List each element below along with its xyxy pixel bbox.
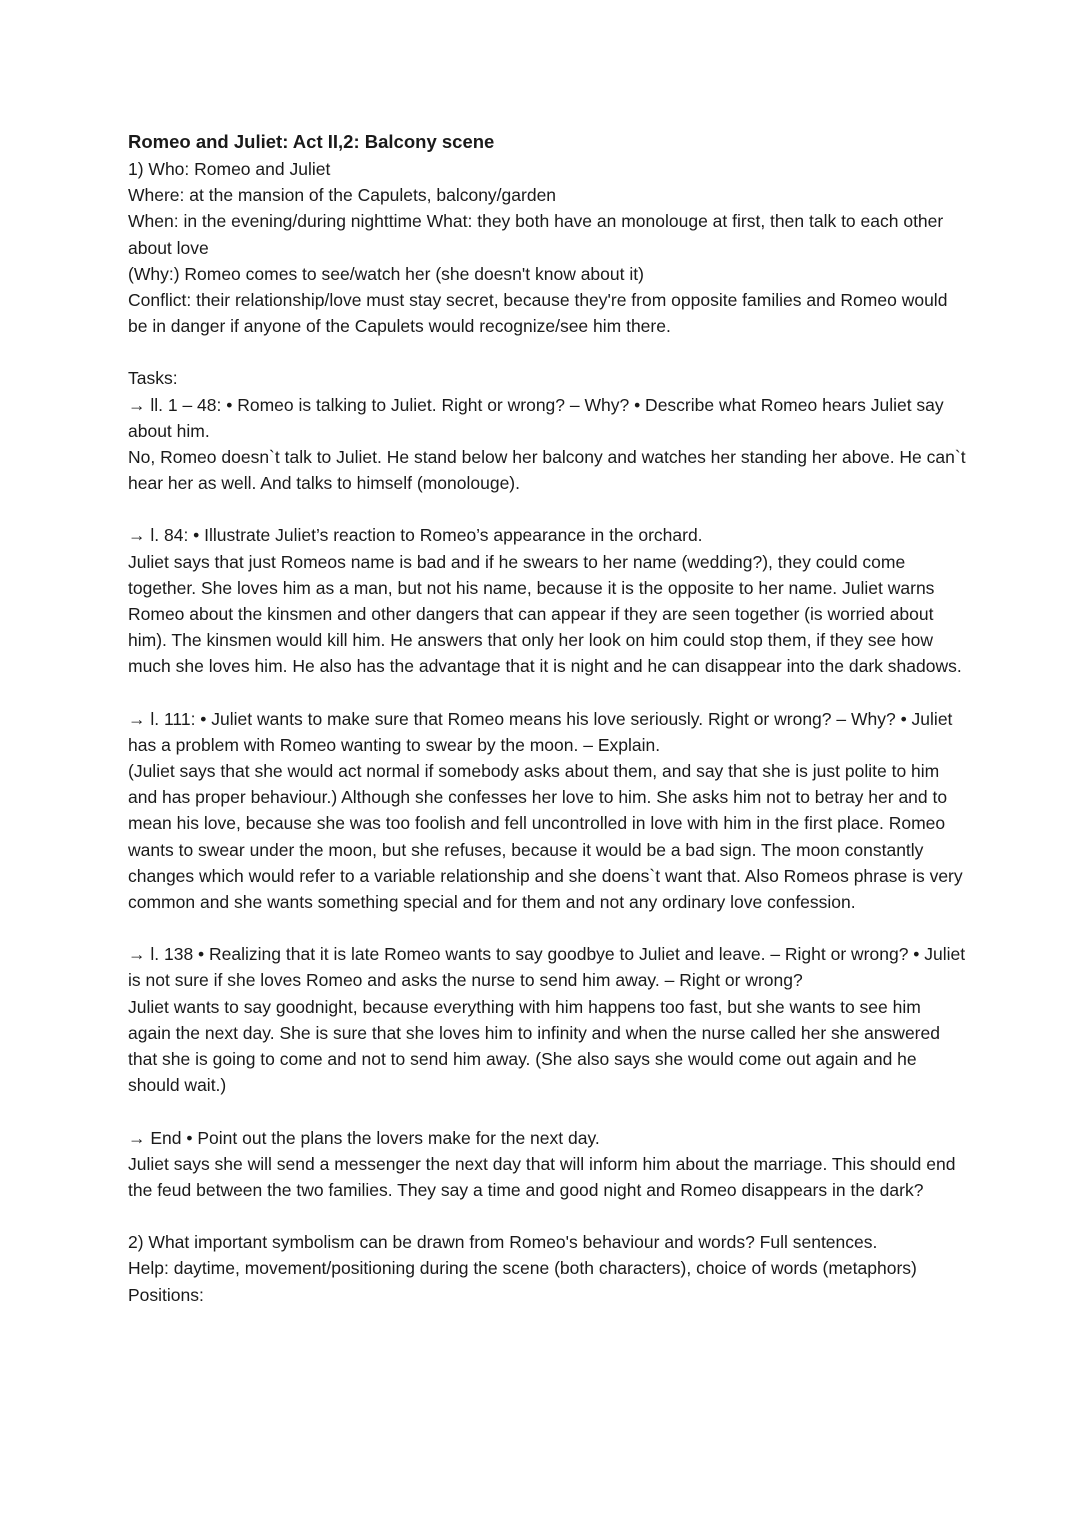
intro-who: 1) Who: Romeo and Juliet <box>128 159 331 179</box>
spacer <box>128 496 968 522</box>
task-answer: No, Romeo doesn`t talk to Juliet. He stand below her balcony and watches her standing her above. He can`t hear her as well. And talks to himself (monolouge). <box>128 447 966 494</box>
task-answer: Juliet says she will send a messenger the next day that will inform him about the marriage. This should end the feud between the two families. They say a time and good night and Romeo disappears in the dark? <box>128 1153 956 1200</box>
intro-where: Where: at the mansion of the Capulets, balcony/garden <box>128 185 557 206</box>
spacer <box>128 1203 968 1229</box>
intro-why: (Why:) Romeo comes to see/watch her (she doesn't know about it) <box>128 263 644 284</box>
intro-conflict: Conflict: their relationship/love must stay secret, because they're from opposite families and Romeo would be in danger if anyone of the Capulets would recognize/see him there. <box>128 290 948 337</box>
task-question: → l. 111: • Juliet wants to make sure that Romeo means his love seriously. Right or wrong? – Why? • Juliet has a problem with Romeo wanting to swear by the moon. – Explain. <box>128 708 953 755</box>
task-block <box>128 392 968 497</box>
task-question: → End • Point out the plans the lovers make for the next day. <box>128 1127 600 1148</box>
document-title: Romeo and Juliet: Act II,2: Balcony scene <box>128 131 495 152</box>
spacer <box>128 339 968 365</box>
final-help: Help: daytime, movement/positioning during the scene (both characters), choice of words (metaphors) Positions: <box>128 1258 917 1305</box>
intro-section <box>128 156 968 339</box>
tasks-heading: Tasks: <box>128 368 178 389</box>
task-question: → ll. 1 – 48: • Romeo is talking to Juliet. Right or wrong? – Why? • Describe what Romeo hears Juliet say about him. <box>128 394 944 441</box>
task-block <box>128 1125 968 1204</box>
intro-when-what: When: in the evening/during nighttime What: they both have an monolouge at first, then talk to each other about love <box>128 211 944 258</box>
spacer <box>128 1099 968 1125</box>
document-page <box>128 128 968 1308</box>
task-answer: (Juliet says that she would act normal if somebody asks about them, and say that she is just polite to him and has proper behaviour.) Although she confesses her love to him. She asks him not to betray her and to mean his love, because she was too foolish and fell uncontrolled in love with him in the first place. Romeo wants to swear under the moon, but she refuses, because it would be a bad sign. The moon constantly changes which would refer to a variable relationship and she doens`t want that. Also Romeos phrase is very common and she wants something special and for them and not any ordinary love confession. <box>128 761 963 913</box>
final-question: 2) What important symbolism can be drawn from Romeo's behaviour and words? Full sentences. <box>128 1232 878 1253</box>
task-question: → l. 138 • Realizing that it is late Romeo wants to say goodbye to Juliet and leave. – Right or wrong? • Juliet is not sure if she loves Romeo and asks the nurse to send him away. – Right or wrong? <box>128 944 966 991</box>
task-question: → l. 84: • Illustrate Juliet’s reaction to Romeo’s appearance in the orchard. <box>128 525 703 546</box>
final-question-block <box>128 1229 968 1308</box>
task-block <box>128 522 968 679</box>
spacer <box>128 680 968 706</box>
task-block <box>128 706 968 916</box>
task-answer: Juliet wants to say goodnight, because everything with him happens too fast, but she wants to see him again the next day. She is sure that she loves him to infinity and when the nurse called her she answered that she is going to come and not to send him away. (She also says she would come out again and he should wait.) <box>128 996 940 1096</box>
task-answer: Juliet says that just Romeos name is bad and if he swears to her name (wedding?), they could come together. She loves him as a man, but not his name, because it is the opposite to her name. Juliet warns Romeo about the kinsmen and other dangers that can appear if they are seen together (is worried about him). The kinsmen would kill him. He answers that only her look on him could stop them, if they see how much she loves him. He also has the advantage that it is night and he can disappear into the dark shadows. <box>128 551 962 677</box>
task-block <box>128 941 968 1098</box>
spacer <box>128 915 968 941</box>
